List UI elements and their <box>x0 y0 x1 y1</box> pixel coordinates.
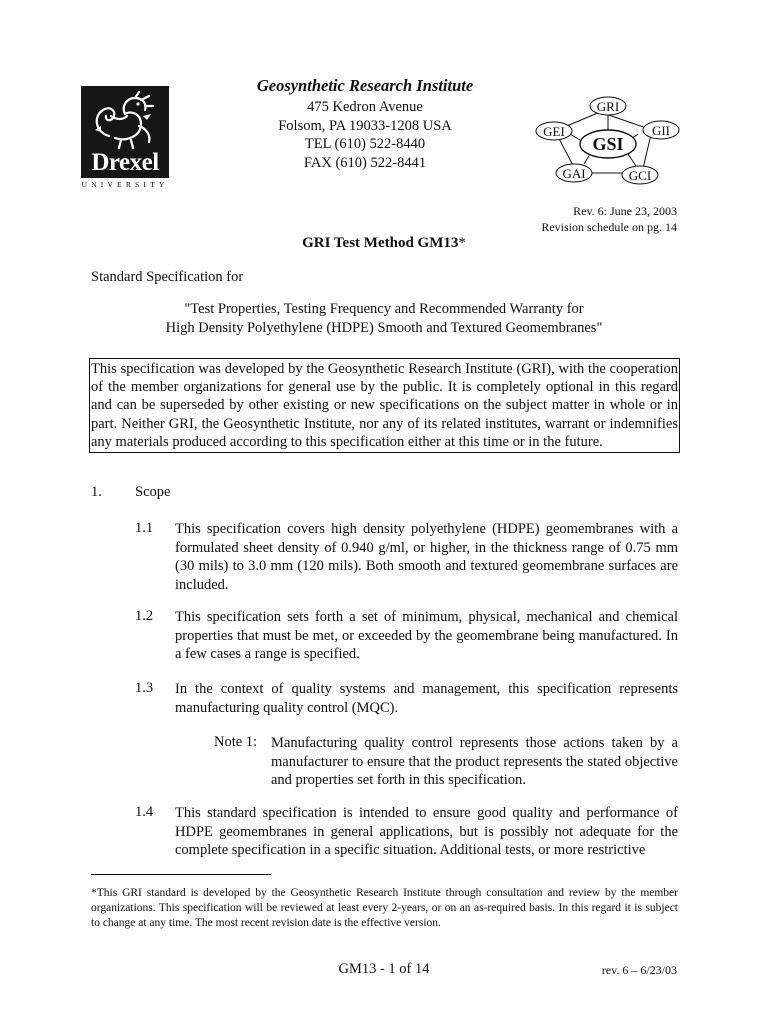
logo-subtext: UNIVERSITY <box>81 180 169 189</box>
gsi-label-gci: GCI <box>628 168 652 183</box>
drexel-logo <box>81 86 169 190</box>
document-title-text: GRI Test Method GM13 <box>302 235 459 251</box>
disclaimer-box: This specification was developed by the Geosynthetic Research Institute (GRI), with the cooperation of the member organizations for general use by the public. It is completely optional in this regard and can be superseded by other existing or new specifications on the subject matter in whole or in part. Neither GRI, the Geosynthetic Institute, nor any of its related institutes, warrant or indemnifies any materials produced according to this specification either at this time or in the future. <box>89 358 680 453</box>
section-title: Scope <box>135 484 171 500</box>
subtitle-line-2: High Density Polyethylene (HDPE) Smooth and Textured Geomembranes" <box>165 319 603 336</box>
item-number: 1.3 <box>135 680 154 696</box>
fax: FAX (610) 522-8441 <box>303 154 427 171</box>
footnote: *This GRI standard is developed by the Geosynthetic Research Institute through consultation and review by the member organizations. This specification will be reviewed at least every 2-years, or on an as-required basis. In this regard it is subject to change at any time. The most recent revision date is the effective version. <box>91 887 678 929</box>
note-label: Note 1: <box>214 734 258 750</box>
footnote-divider <box>91 874 271 875</box>
footnote-marker: * <box>458 235 466 251</box>
subtitle-line-1: "Test Properties, Testing Frequency and Recommended Warranty for <box>184 301 584 317</box>
institute-name: Geosynthetic Research Institute <box>256 76 474 95</box>
gsi-label-gii: GII <box>651 123 671 138</box>
institute-header <box>230 76 500 172</box>
logo-wordmark: Drexel <box>91 149 159 176</box>
item-text: This standard specification is intended to ensure good quality and performance of HDPE geomembranes in general applications, but is possibly not adequate for the complete specification in a specific situation. Additional tests, or more restrictive <box>175 805 678 858</box>
item-number: 1.4 <box>135 804 154 820</box>
item-text: This specification sets forth a set of minimum, physical, mechanical and chemical properties that must be met, or exceeded by the geomembrane being manufactured. In a few cases a range is specified. <box>175 609 678 662</box>
revision-date: Rev. 6: June 23, 2003 <box>573 204 677 218</box>
revision-schedule: Revision schedule on pg. 14 <box>541 220 677 234</box>
intro-line: Standard Specification for <box>91 269 244 285</box>
gsi-diagram <box>530 94 690 188</box>
revision-info <box>541 203 677 235</box>
drexel-logo-box <box>81 86 169 178</box>
item-text: This specification covers high density polyethylene (HDPE) geomembranes with a formulated sheet density of 0.940 g/ml, or higher, in the thickness range of 0.75 mm (30 mils) to 3.0 mm (120 mils). Both smooth and textured geomembrane surfaces are included. <box>175 521 678 593</box>
document-title <box>0 235 768 252</box>
gsi-label-gri: GRI <box>596 99 620 114</box>
gsi-center-label: GSI <box>592 134 624 154</box>
item-number: 1.2 <box>135 608 154 624</box>
section-number: 1. <box>91 484 102 500</box>
telephone: TEL (610) 522-8440 <box>304 136 426 152</box>
page-number: GM13 - 1 of 14 <box>338 961 430 977</box>
address-line-2: Folsom, PA 19033-1208 USA <box>278 117 452 134</box>
gsi-label-gai: GAI <box>562 166 586 181</box>
item-text: In the context of quality systems and management, this specification represents manufacturing quality control (MQC). <box>175 681 678 716</box>
footer-revision: rev. 6 – 6/23/03 <box>601 963 677 977</box>
note-text: Manufacturing quality control represents those actions taken by a manufacturer to ensure that the product represents the stated objective and properties set forth in this specification. <box>271 735 678 788</box>
item-number: 1.1 <box>135 520 154 536</box>
specification-subtitle <box>0 300 768 337</box>
address-line-1: 475 Kedron Avenue <box>307 99 423 115</box>
dragon-icon <box>81 86 169 152</box>
gsi-label-gei: GEI <box>543 124 565 139</box>
